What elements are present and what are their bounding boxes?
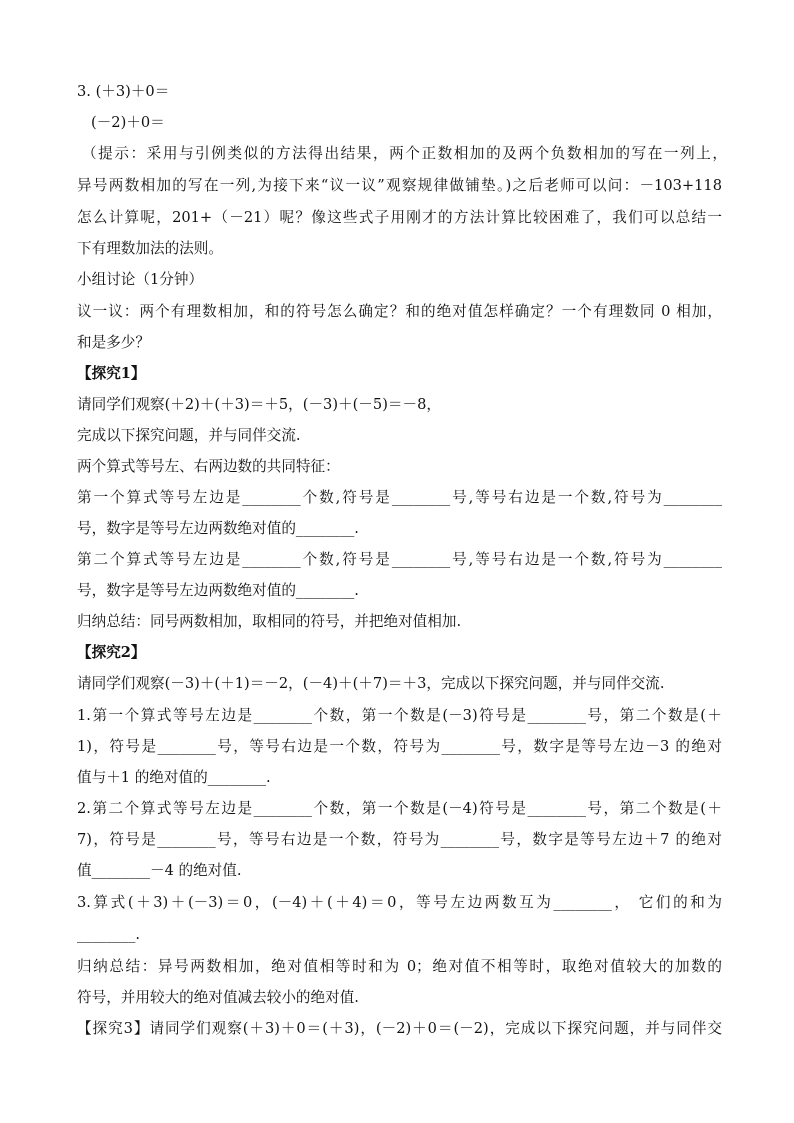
- hint-line2: 异号两数相加的写在一列,为接下来“议一议”观察规律做铺垫。)之后老师可以问：－103+118: [77, 177, 722, 194]
- explore-1-q2-line2: 号，数字是等号左边两数绝对值的________.: [77, 582, 359, 599]
- explore-2-observe: 请同学们观察(－3)＋(＋1)＝－2，(－4)＋(＋7)＝＋3，完成以下探究问题，并与同伴交流.: [77, 675, 665, 692]
- explore-2-q2-line3: 值________－4 的绝对值.: [77, 862, 242, 879]
- explore-1-q1-line2: 号，数字是等号左边两数绝对值的________.: [77, 520, 359, 537]
- explore-1-q1-line1: 第一个算式等号左边是________个数,符号是________号,等号右边是一个数,符号为________: [77, 489, 722, 506]
- explore-1-instruction: 完成以下探究问题，并与同伴交流.: [77, 427, 301, 444]
- explore-1-q2-line1: 第二个算式等号左边是________个数,符号是________号,等号右边是一个数,符号为________: [77, 551, 722, 568]
- problem-3-line2: (－2)＋0＝: [91, 114, 165, 131]
- explore-3-line: 【探究3】请同学们观察(＋3)＋0＝(＋3)，(－2)＋0＝(－2)，完成以下探究问题，并与同伴交: [77, 1020, 722, 1037]
- explore-2-summary-line2: 符号，并用较大的绝对值减去较小的绝对值.: [77, 989, 359, 1006]
- discuss-question-line2: 和是多少？: [77, 334, 150, 351]
- explore-1-summary: 归纳总结：同号两数相加，取相同的符号，并把绝对值相加.: [77, 613, 462, 630]
- explore-2-q1-line3: 值与＋1 的绝对值的________.: [77, 769, 271, 786]
- explore-1-observe: 请同学们观察(＋2)＋(＋3)＝＋5，(－3)＋(－5)＝－8，: [77, 396, 441, 413]
- explore-2-heading: 【探究2】: [77, 644, 146, 661]
- explore-1-feature: 两个算式等号左、右两边数的共同特征：: [77, 458, 340, 475]
- explore-1-heading: 【探究1】: [77, 365, 146, 382]
- group-discussion: 小组讨论（1分钟）: [77, 271, 204, 288]
- explore-2-q2-line2: 7)，符号是________号，等号右边是一个数，符号为________号，数字是等号左边＋7 的绝对: [77, 831, 722, 848]
- problem-3-line1: 3. (＋3)＋0＝: [77, 83, 170, 100]
- explore-2-q1-line1: 1.第一个算式等号左边是________个数，第一个数是(－3)符号是________号，第二个数是(＋: [77, 707, 722, 724]
- hint-line1: （提示：采用与引例类似的方法得出结果，两个正数相加的及两个负数相加的写在一列上，: [82, 145, 727, 162]
- explore-2-q2-line1: 2.第二个算式等号左边是________个数，第一个数是(－4)符号是________号，第二个数是(＋: [77, 800, 722, 817]
- explore-2-q3-line1: 3.算式(＋3)＋(－3)＝0，(－4)＋(＋4)＝0，等号左边两数互为________， 它们的和为: [77, 894, 722, 911]
- hint-line3: 怎么计算呢，201+（－21）呢？像这些式子用刚才的方法计算比较困难了，我们可以总结一: [77, 209, 722, 226]
- explore-2-q3-line2: ________.: [77, 926, 141, 943]
- explore-2-q1-line2: 1)，符号是________号，等号右边是一个数，符号为________号，数字是等号左边－3 的绝对: [77, 738, 722, 755]
- explore-2-summary-line1: 归纳总结：异号两数相加，绝对值相等时和为 0；绝对值不相等时，取绝对值较大的加数的: [77, 958, 722, 975]
- hint-line4: 下有理数加法的法则。: [77, 240, 223, 257]
- discuss-question-line1: 议一议：两个有理数相加，和的符号怎么确定？和的绝对值怎样确定？一个有理数同 0 相加，: [77, 303, 722, 320]
